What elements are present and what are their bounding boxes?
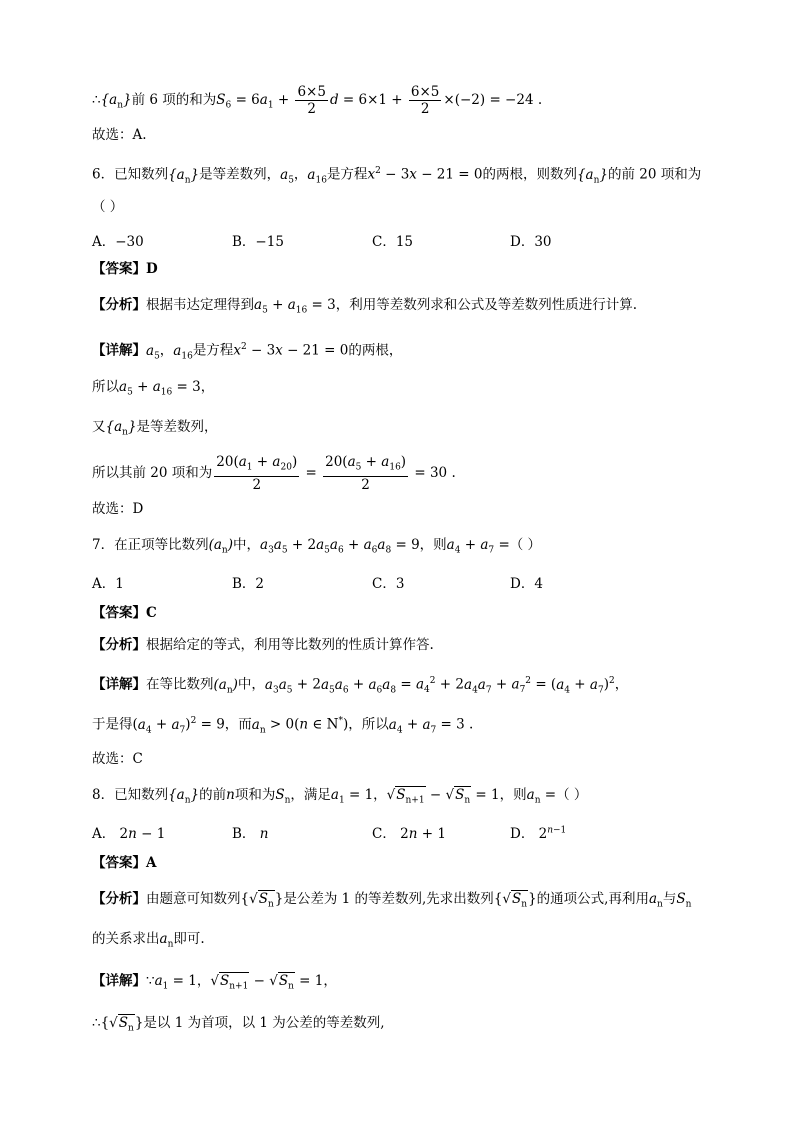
q6-option-d: D．30 [510, 234, 552, 250]
q6-analysis: 【分析】根据韦达定理得到$a_5 + a_{16} = 3$，利用等差数列求和公式及等差数列性质进行计算. [92, 297, 637, 316]
q8-option-d: D． $2^{n-1}$ [510, 825, 567, 842]
q6-sum-line: 所以其前 20 项和为 $\frac{20(a_1 + a_{20})}{2}$ = $\frac{20(a_5 + a_{16})}{2}$ = 30 . [92, 454, 456, 493]
q8-stem-f: （ ） [556, 787, 588, 803]
q6-analysis-label: 【分析】 [92, 297, 146, 313]
q7-line2-c: ，所以 [348, 716, 389, 733]
q6-stem-b: 是等差数列， [199, 166, 281, 183]
q7-detail: 【详解】在等比数列$(a_n)$中，$a_3a_5 + 2a_5a_6 + a_6a_8 = a_4^2 + 2a_4a_7 + a_7^2 = (a_4 + a_7)^2$， [92, 676, 629, 696]
q6-option-b: B．−15 [232, 234, 284, 250]
q8-option-d-label: D． [510, 826, 535, 842]
q7-option-a: A．1 [92, 576, 124, 592]
q6-option-c: C．15 [372, 234, 414, 250]
q7-line2-a: 于是得 [92, 716, 133, 733]
q5-sum-prefix: 前 6 项的和为 [131, 92, 217, 108]
q7-stem-b: 中， [233, 537, 260, 553]
q8-last-a: 是以 1 为首项，以 1 为公差的等差数列, [143, 1015, 385, 1031]
q8-analysis-f: 即可. [173, 931, 205, 947]
q7-option-b: B．2 [232, 576, 265, 592]
q6-answer: 【答案】D [92, 261, 158, 277]
q6-detail-a: 是方程 [192, 342, 234, 359]
q6-option-a: A．−30 [92, 234, 144, 250]
q8-analysis-line2: 的关系求出$a_n$即可. [92, 931, 205, 950]
q8-stem-b: 的前 [199, 787, 227, 803]
q7-detail-a: 在等比数列 [146, 676, 214, 693]
q7-stem-a: 在正项等比数列 [114, 537, 209, 553]
q5-conclusion: 故选：A. [92, 127, 147, 143]
q8-answer: 【答案】A [92, 855, 157, 871]
q6-detail-b: 的两根， [348, 342, 403, 359]
q7-analysis-label: 【分析】 [92, 637, 146, 653]
q7-detail-label: 【详解】 [92, 676, 146, 693]
q8-detail: 【详解】$\because a_1 = 1$，$√S_{n+1} - √S_n = 1$， [92, 973, 337, 992]
q6-detail: 【详解】$a_5$，$a_{16}$是方程$x^2 - 3x - 21 = 0$的两根， [92, 342, 403, 362]
q6-also-line: 又$\{a_n\}$是等差数列， [92, 419, 218, 438]
q7-line2: 于是得$(a_4 + a_7)^2 = 9$，而$a_n > 0(n$ ∈ N*)，所以$a_4 + a_7 = 3$ . [92, 716, 474, 736]
q8-last-line: $\therefore\{√S_n\}$是以 1 为首项，以 1 为公差的等差数列, [92, 1015, 385, 1034]
q8-number: 8． [92, 787, 115, 803]
q8-option-b-label: B． [232, 826, 256, 842]
q8-option-c-label: C． [372, 826, 396, 842]
q7-stem-d: （ ） [509, 537, 542, 553]
q7-option-d: D．4 [510, 576, 543, 592]
q8-analysis-e: 的关系求出 [92, 931, 160, 947]
q6-stem-e: 的前 20 项和为 [608, 166, 702, 183]
q8-option-c: C． 2n + 1 [372, 826, 446, 842]
q7-stem-c: ，则 [419, 537, 447, 553]
q6-detail-label: 【详解】 [92, 342, 146, 359]
q6-conclusion: 故选：D [92, 501, 144, 517]
q6-stem-c: 是方程 [326, 166, 368, 183]
q8-analysis-a: 由题意可知数列 [146, 891, 241, 907]
q8-option-b: B． n [232, 826, 269, 842]
q7-number: 7． [92, 537, 115, 553]
q7-conclusion: 故选：C [92, 751, 143, 767]
q8-analysis-c: 的通项公式,再利用 [536, 891, 649, 907]
q8-analysis-d: 与 [662, 891, 677, 907]
q6-also-b: 是等差数列， [136, 419, 218, 435]
q6-so-line: 所以$a_5 + a_{16} = 3$， [92, 379, 215, 398]
q7-detail-b: 中， [237, 676, 265, 693]
q8-option-a-label: A． [92, 826, 116, 842]
q7-stem: 7．在正项等比数列$(a_n)$中，$a_3a_5 + 2a_5a_6 + a_6a_8 = 9$，则$a_4 + a_7$ =（ ） [92, 537, 542, 556]
q6-stem: 6．已知数列$\{a_n\}$是等差数列，$a_5$，$a_{16}$是方程$x^2 - 3x - 21 = 0$的两根，则数列$\{a_n\}$的前 20 项和为 [92, 166, 702, 186]
q8-analysis-b: 是公差为 1 的等差数列,先求出数列 [283, 891, 494, 907]
q6-analysis-b: ，利用等差数列求和公式及等差数列性质进行计算. [335, 297, 637, 313]
q8-stem-c: 项和为 [234, 787, 276, 803]
q6-stem-a: 已知数列 [114, 166, 169, 183]
q7-analysis [92, 636, 434, 654]
q6-stem-d: 的两根，则数列 [482, 166, 577, 183]
q8-analysis-line1: 【分析】由题意可知数列$\{√S_n\}$是公差为 1 的等差数列,先求出数列$\{√S_n\}$的通项公式,再利用$a_n$与$S_n$ [92, 891, 692, 910]
q7-analysis-text: 根据给定的等式，利用等比数列的性质计算作答. [146, 637, 434, 653]
q6-analysis-a: 根据韦达定理得到 [146, 297, 254, 313]
q8-analysis-label: 【分析】 [92, 891, 146, 907]
q6-also-a: 又 [92, 419, 106, 435]
q6-number: 6． [92, 166, 115, 183]
q6-sum-label: 所以其前 20 项和为 [92, 464, 213, 481]
q6-paren: （ ） [92, 199, 124, 215]
q7-option-c: C．3 [372, 576, 405, 592]
q8-stem-d: ，满足 [290, 787, 331, 803]
q7-line2-b: ，而 [224, 716, 252, 733]
q8-stem: 8．已知数列$\{a_n\}$的前n项和为$S_n$，满足$a_1 = 1$，$√S_{n+1} - √S_n = 1$，则$a_n$ =（ ） [92, 787, 588, 806]
q5-sum-line: $\therefore\{a_n\}$前 6 项的和为$S_6 = 6a_1$ + $\frac{6\times 5}{2}$ d = 6×1 + $\frac{6\times 5}{2}$ ×(−2) = −24 . [92, 84, 543, 117]
q8-option-a: A． 2n − 1 [92, 826, 166, 842]
q6-so-label: 所以 [92, 379, 119, 395]
q8-stem-e: ，则 [499, 787, 527, 803]
q8-stem-a: 已知数列 [114, 787, 169, 803]
q7-answer: 【答案】C [92, 605, 157, 621]
q8-detail-label: 【详解】 [92, 973, 146, 989]
